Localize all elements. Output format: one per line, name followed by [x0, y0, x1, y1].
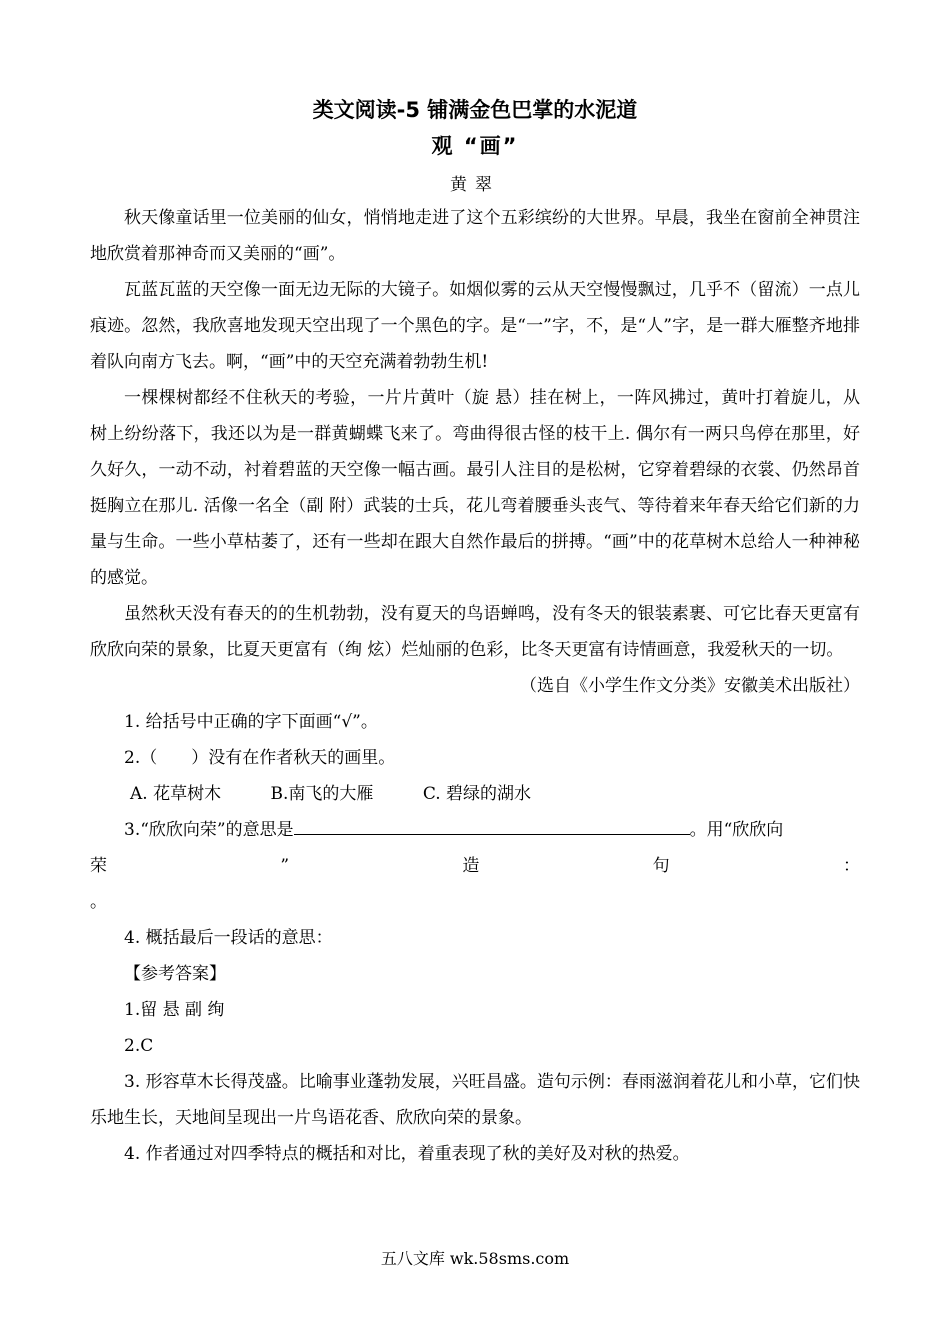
option-c: C. 碧绿的湖水 — [422, 784, 532, 804]
question-2: 2.（ ）没有在作者秋天的画里。 — [124, 748, 396, 768]
q3-word-4: 句 — [652, 856, 670, 876]
footer-watermark: 五八文库 wk.58sms.com — [380, 1249, 570, 1268]
question-3-suffix: 。用“欣欣向 — [689, 820, 784, 840]
question-3 — [90, 812, 860, 848]
author-name: 黄翠 — [450, 175, 500, 195]
question-3-line-2 — [90, 848, 860, 884]
question-4: 4. 概括最后一段话的意思： — [124, 928, 333, 948]
answers-heading: 【参考答案】 — [124, 964, 226, 984]
option-a: A. 花草树木 — [130, 784, 222, 804]
article-title: 观 “画” — [431, 134, 519, 158]
q3-word-2: ” — [280, 856, 290, 876]
paragraph-1: 秋天像童话里一位美丽的仙女，悄悄地走进了这个五彩缤纷的大世界。早晨，我坐在窗前全神贯注地欣赏着那神奇而又美丽的“画”。 — [90, 208, 860, 264]
paragraph-2: 瓦蓝瓦蓝的天空像一面无边无际的大镜子。如烟似雾的云从天空慢慢飘过，几乎不（留流）一点儿痕迹。忽然，我欣喜地发现天空出现了一个黑色的字。是“一”字，不，是“人”字，是一群大雁整齐地排着队向南方飞去。啊，“画”中的天空充满着勃勃生机! — [90, 280, 860, 372]
article-body — [90, 200, 860, 1172]
page-title: 类文阅读-5 铺满金色巴掌的水泥道 — [312, 98, 638, 122]
answer-3: 3. 形容草木长得茂盛。比喻事业蓬勃发展，兴旺昌盛。造句示例：春雨滋润着花儿和小草，它们快乐地生长，天地间呈现出一片鸟语花香、欣欣向荣的景象。 — [90, 1072, 860, 1128]
paragraph-4: 虽然秋天没有春天的的生机勃勃，没有夏天的鸟语蝉鸣，没有冬天的银装素裹、可它比春天更富有欣欣向荣的景象，比夏天更富有（绚 炫）烂灿丽的色彩，比冬天更富有诗情画意，我爱秋天的一切。 — [90, 604, 860, 660]
question-2-options — [90, 776, 860, 812]
q3-word-5: ： — [842, 856, 860, 876]
question-1: 1. 给括号中正确的字下面画“√”。 — [124, 712, 378, 732]
paragraph-3: 一棵棵树都经不住秋天的考验，一片片黄叶（旋 悬）挂在树上，一阵风拂过，黄叶打着旋儿，从树上纷纷落下，我还以为是一群黄蝴蝶飞来了。弯曲得很古怪的枝干上. 偶尔有一两只鸟停在那里，好久好久，一动不动，衬着碧蓝的天空像一幅古画。最引人注目的是松树，它穿着碧绿的衣裳、仍然昂首挺胸立在那儿. 活像一名全（副 附）武装的士兵，花儿弯着腰垂头丧气、等待着来年春天给它们新的力量与生命。一些小草枯萎了，还有一些却在跟大自然作最后的拼搏。“画”中的花草树木总给人一种神秘的感觉。 — [90, 388, 860, 588]
answer-1: 1.留 悬 副 绚 — [124, 1000, 225, 1020]
question-3-line-3: 。 — [90, 892, 107, 912]
answer-blank-line — [294, 812, 690, 835]
source-citation: （选自《小学生作文分类》安徽美术出版社） — [520, 676, 860, 696]
answer-2: 2.C — [124, 1036, 154, 1056]
q3-word-3: 造 — [462, 856, 480, 876]
answer-4: 4. 作者通过对四季特点的概括和对比，着重表现了秋的美好及对秋的热爱。 — [124, 1144, 690, 1164]
q3-word-1: 荣 — [90, 856, 107, 876]
question-3-prefix: 3.“欣欣向荣”的意思是 — [124, 820, 294, 840]
option-b: B.南飞的大雁 — [270, 784, 374, 804]
